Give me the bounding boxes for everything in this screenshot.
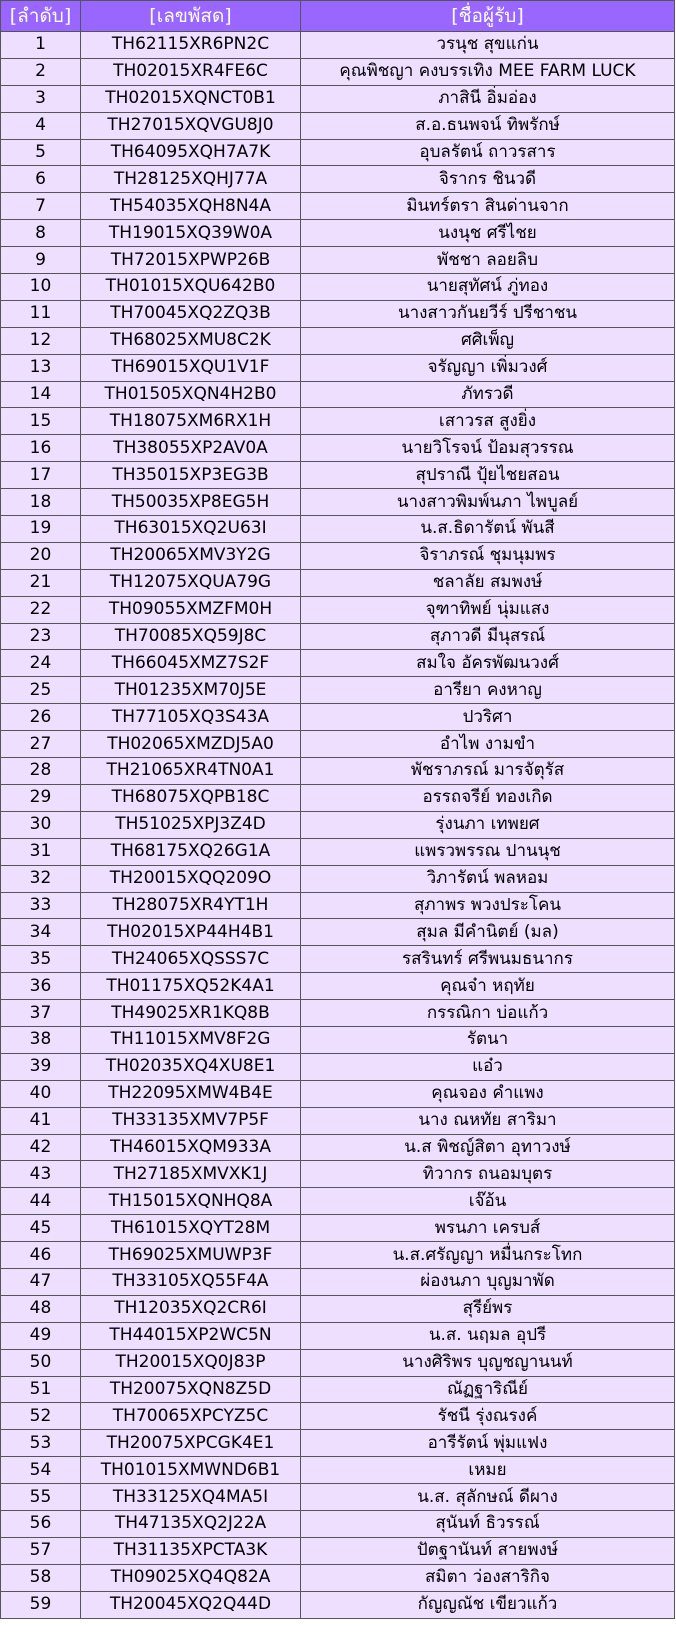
- recipient-name-cell: น.ส.ธิดารัตน์ พันสี: [301, 516, 675, 543]
- tracking-number-cell: TH33125XQ4MA5I: [81, 1484, 301, 1511]
- recipient-name-cell: พรนภา เครบส์: [301, 1215, 675, 1242]
- recipient-name-cell: มินทร์ตรา สินด่านจาก: [301, 193, 675, 220]
- recipient-name-cell: เหมย: [301, 1457, 675, 1484]
- recipient-name-cell: น.ส. สุลักษณ์ ดีผาง: [301, 1484, 675, 1511]
- recipient-name-cell: อรรถจรีย์ ทองเกิด: [301, 784, 675, 811]
- table-row: [1, 1295, 675, 1322]
- table-row: [1, 811, 675, 838]
- tracking-number-cell: TH68075XQPB18C: [81, 784, 301, 811]
- row-number-cell: 52: [1, 1403, 81, 1430]
- row-number-cell: 11: [1, 300, 81, 327]
- recipient-name-cell: กัญญณัช เขียวแก้ว: [301, 1591, 675, 1618]
- row-number-cell: 40: [1, 1080, 81, 1107]
- row-number-cell: 57: [1, 1537, 81, 1564]
- table-row: [1, 758, 675, 785]
- tracking-number-cell: TH28125XQHJ77A: [81, 166, 301, 193]
- tracking-number-cell: TH18075XM6RX1H: [81, 408, 301, 435]
- tracking-number-cell: TH47135XQ2J22A: [81, 1510, 301, 1537]
- tracking-number-cell: TH02015XR4FE6C: [81, 58, 301, 85]
- tracking-number-cell: TH33105XQ55F4A: [81, 1268, 301, 1295]
- row-number-cell: 38: [1, 1026, 81, 1053]
- tracking-number-cell: TH44015XP2WC5N: [81, 1322, 301, 1349]
- recipient-name-cell: สุภาพร พวงประโคน: [301, 892, 675, 919]
- tracking-number-cell: TH70065XPCYZ5C: [81, 1403, 301, 1430]
- table-row: [1, 58, 675, 85]
- recipient-name-cell: นงนุช ศรีไชย: [301, 220, 675, 247]
- tracking-number-cell: TH33135XMV7P5F: [81, 1107, 301, 1134]
- tracking-number-cell: TH69025XMUWP3F: [81, 1242, 301, 1269]
- tracking-number-cell: TH09055XMZFM0H: [81, 596, 301, 623]
- tracking-number-cell: TH20015XQQ209O: [81, 865, 301, 892]
- table-row: [1, 569, 675, 596]
- row-number-cell: 44: [1, 1188, 81, 1215]
- tracking-number-cell: TH64095XQH7A7K: [81, 139, 301, 166]
- tracking-number-cell: TH02015XQNCT0B1: [81, 85, 301, 112]
- table-row: [1, 596, 675, 623]
- recipient-name-cell: ปัตฐานันท์ สายพงษ์: [301, 1537, 675, 1564]
- table-row: [1, 542, 675, 569]
- tracking-number-cell: TH70045XQ2ZQ3B: [81, 300, 301, 327]
- row-number-cell: 39: [1, 1053, 81, 1080]
- table-row: [1, 1080, 675, 1107]
- row-number-cell: 54: [1, 1457, 81, 1484]
- table-row: [1, 650, 675, 677]
- recipient-name-cell: นางศิริพร บุญชญานนท์: [301, 1349, 675, 1376]
- tracking-number-cell: TH27185XMVXK1J: [81, 1161, 301, 1188]
- recipient-name-cell: ปวริศา: [301, 704, 675, 731]
- table-row: [1, 865, 675, 892]
- tracking-number-cell: TH38055XP2AV0A: [81, 435, 301, 462]
- table-row: [1, 1484, 675, 1511]
- tracking-number-cell: TH68025XMU8C2K: [81, 327, 301, 354]
- tracking-number-cell: TH20075XQN8Z5D: [81, 1376, 301, 1403]
- tracking-number-cell: TH01175XQ52K4A1: [81, 973, 301, 1000]
- row-number-cell: 15: [1, 408, 81, 435]
- table-row: [1, 1215, 675, 1242]
- table-row: [1, 193, 675, 220]
- table-row: [1, 516, 675, 543]
- table-row: [1, 220, 675, 247]
- table-row: [1, 1242, 675, 1269]
- recipient-name-cell: น.ส.ศรัญญา หมื่นกระโทก: [301, 1242, 675, 1269]
- recipient-name-cell: ชลาลัย สมพงษ์: [301, 569, 675, 596]
- tracking-number-cell: TH66045XMZ7S2F: [81, 650, 301, 677]
- row-number-cell: 28: [1, 758, 81, 785]
- recipient-name-cell: จรัญญา เพิ่มวงศ์: [301, 354, 675, 381]
- tracking-number-cell: TH31135XPCTA3K: [81, 1537, 301, 1564]
- tracking-number-cell: TH69015XQU1V1F: [81, 354, 301, 381]
- tracking-number-cell: TH70085XQ59J8C: [81, 623, 301, 650]
- recipient-name-cell: จิราภรณ์ ชุมนุมพร: [301, 542, 675, 569]
- row-number-cell: 9: [1, 247, 81, 274]
- recipient-name-cell: วิภารัตน์ พลหอม: [301, 865, 675, 892]
- recipient-name-cell: สุนันท์ ธิวรรณ์: [301, 1510, 675, 1537]
- recipient-name-cell: ณัฏฐาริณีย์: [301, 1376, 675, 1403]
- tracking-number-cell: TH09025XQ4Q82A: [81, 1564, 301, 1591]
- recipient-name-cell: ศศิเพ็ญ: [301, 327, 675, 354]
- recipient-name-cell: ภัทรวดี: [301, 381, 675, 408]
- tracking-number-cell: TH01015XMWND6B1: [81, 1457, 301, 1484]
- table-row: [1, 300, 675, 327]
- row-number-cell: 49: [1, 1322, 81, 1349]
- row-number-cell: 4: [1, 112, 81, 139]
- recipient-name-cell: อำไพ งามขำ: [301, 731, 675, 758]
- row-number-cell: 6: [1, 166, 81, 193]
- row-number-cell: 53: [1, 1430, 81, 1457]
- recipient-name-cell: อารีรัตน์ พุ่มแฟง: [301, 1430, 675, 1457]
- recipient-name-cell: น.ส. นฤมล อุปรี: [301, 1322, 675, 1349]
- recipient-name-cell: อารียา คงหาญ: [301, 677, 675, 704]
- recipient-name-cell: กรรณิกา บ่อแก้ว: [301, 1000, 675, 1027]
- tracking-number-cell: TH19015XQ39W0A: [81, 220, 301, 247]
- recipient-name-cell: จุฑาทิพย์ นุ่มแสง: [301, 596, 675, 623]
- row-number-cell: 34: [1, 919, 81, 946]
- table-row: [1, 623, 675, 650]
- row-number-cell: 32: [1, 865, 81, 892]
- tracking-number-cell: TH35015XP3EG3B: [81, 462, 301, 489]
- recipient-name-cell: นายสุทัศน์ ภู่ทอง: [301, 274, 675, 301]
- recipient-name-cell: คุณพิชญา คงบรรเทิง MEE FARM LUCK: [301, 58, 675, 85]
- recipient-name-cell: พัชชา ลอยลิบ: [301, 247, 675, 274]
- recipient-name-cell: รุ่งนภา เทพยศ: [301, 811, 675, 838]
- row-number-cell: 19: [1, 516, 81, 543]
- table-row: [1, 1026, 675, 1053]
- row-number-cell: 18: [1, 489, 81, 516]
- table-row: [1, 784, 675, 811]
- table-row: [1, 677, 675, 704]
- row-number-cell: 43: [1, 1161, 81, 1188]
- table-row: [1, 973, 675, 1000]
- row-number-cell: 26: [1, 704, 81, 731]
- tracking-number-cell: TH72015XPWP26B: [81, 247, 301, 274]
- row-number-cell: 41: [1, 1107, 81, 1134]
- recipient-name-cell: แพรวพรรณ ปานนุช: [301, 838, 675, 865]
- table-row: [1, 1430, 675, 1457]
- table-row: [1, 1188, 675, 1215]
- row-number-cell: 31: [1, 838, 81, 865]
- tracking-number-cell: TH21065XR4TN0A1: [81, 758, 301, 785]
- row-number-cell: 17: [1, 462, 81, 489]
- recipient-name-cell: สุภาวดี มีนุสรณ์: [301, 623, 675, 650]
- recipient-name-cell: ทิวากร ถนอมบุตร: [301, 1161, 675, 1188]
- row-number-cell: 35: [1, 946, 81, 973]
- row-number-cell: 51: [1, 1376, 81, 1403]
- table-row: [1, 1403, 675, 1430]
- table-row: [1, 139, 675, 166]
- table-row: [1, 1000, 675, 1027]
- table-row: [1, 1591, 675, 1618]
- row-number-cell: 29: [1, 784, 81, 811]
- recipient-name-cell: นางสาวกันยวีร์ ปรีชาชน: [301, 300, 675, 327]
- tracking-number-cell: TH28075XR4YT1H: [81, 892, 301, 919]
- header-seq: [ลำดับ]: [1, 1, 81, 32]
- tracking-number-cell: TH12035XQ2CR6I: [81, 1295, 301, 1322]
- tracking-number-cell: TH02015XP44H4B1: [81, 919, 301, 946]
- table-row: [1, 1053, 675, 1080]
- row-number-cell: 1: [1, 32, 81, 59]
- header-tracking: [เลขพัสด]: [81, 1, 301, 32]
- table-row: [1, 32, 675, 59]
- table-row: [1, 1107, 675, 1134]
- tracking-number-cell: TH20015XQ0J83P: [81, 1349, 301, 1376]
- table-row: [1, 1268, 675, 1295]
- tracking-number-cell: TH77105XQ3S43A: [81, 704, 301, 731]
- recipient-name-cell: สุมล มีคำนิตย์ (มล): [301, 919, 675, 946]
- recipient-name-cell: คุณจอง คำแพง: [301, 1080, 675, 1107]
- row-number-cell: 3: [1, 85, 81, 112]
- table-row: [1, 1510, 675, 1537]
- recipient-name-cell: รสรินทร์ ศรีพนมธนากร: [301, 946, 675, 973]
- tracking-number-cell: TH51025XPJ3Z4D: [81, 811, 301, 838]
- table-row: [1, 166, 675, 193]
- table-row: [1, 462, 675, 489]
- tracking-number-cell: TH27015XQVGU8J0: [81, 112, 301, 139]
- row-number-cell: 42: [1, 1134, 81, 1161]
- recipient-name-cell: เสาวรส สูงยิ่ง: [301, 408, 675, 435]
- table-row: [1, 489, 675, 516]
- table-row: [1, 892, 675, 919]
- row-number-cell: 8: [1, 220, 81, 247]
- tracking-number-cell: TH50035XP8EG5H: [81, 489, 301, 516]
- recipient-name-cell: ผ่องนภา บุญมาพัด: [301, 1268, 675, 1295]
- row-number-cell: 46: [1, 1242, 81, 1269]
- tracking-number-cell: TH20075XPCGK4E1: [81, 1430, 301, 1457]
- tracking-number-cell: TH68175XQ26G1A: [81, 838, 301, 865]
- recipient-name-cell: พัชราภรณ์ มารจัตุรัส: [301, 758, 675, 785]
- tracking-number-cell: TH11015XMV8F2G: [81, 1026, 301, 1053]
- table-row: [1, 1537, 675, 1564]
- row-number-cell: 20: [1, 542, 81, 569]
- recipient-name-cell: สุรีย์พร: [301, 1295, 675, 1322]
- table-row: [1, 838, 675, 865]
- table-row: [1, 1564, 675, 1591]
- table-row: [1, 435, 675, 462]
- header-row: [1, 1, 675, 32]
- table-row: [1, 1161, 675, 1188]
- tracking-number-cell: TH20045XQ2Q44D: [81, 1591, 301, 1618]
- tracking-number-cell: TH01015XQU642B0: [81, 274, 301, 301]
- row-number-cell: 21: [1, 569, 81, 596]
- table-row: [1, 408, 675, 435]
- recipient-name-cell: ภาสินี อิ่มอ่อง: [301, 85, 675, 112]
- tracking-number-cell: TH02065XMZDJ5A0: [81, 731, 301, 758]
- table-row: [1, 85, 675, 112]
- row-number-cell: 50: [1, 1349, 81, 1376]
- row-number-cell: 30: [1, 811, 81, 838]
- table-row: [1, 919, 675, 946]
- tracking-number-cell: TH61015XQYT28M: [81, 1215, 301, 1242]
- row-number-cell: 25: [1, 677, 81, 704]
- table-row: [1, 327, 675, 354]
- table-row: [1, 274, 675, 301]
- recipient-name-cell: แอ๋ว: [301, 1053, 675, 1080]
- table-row: [1, 1322, 675, 1349]
- table-row: [1, 704, 675, 731]
- row-number-cell: 22: [1, 596, 81, 623]
- tracking-number-cell: TH22095XMW4B4E: [81, 1080, 301, 1107]
- row-number-cell: 27: [1, 731, 81, 758]
- row-number-cell: 58: [1, 1564, 81, 1591]
- recipient-name-cell: นางสาวพิมพ์นภา ไพบูลย์: [301, 489, 675, 516]
- table-row: [1, 381, 675, 408]
- recipient-name-cell: รัชนี รุ่งณรงค์: [301, 1403, 675, 1430]
- tracking-number-cell: TH54035XQH8N4A: [81, 193, 301, 220]
- table-row: [1, 946, 675, 973]
- table-row: [1, 112, 675, 139]
- row-number-cell: 55: [1, 1484, 81, 1511]
- tracking-number-cell: TH02035XQ4XU8E1: [81, 1053, 301, 1080]
- tracking-number-cell: TH49025XR1KQ8B: [81, 1000, 301, 1027]
- row-number-cell: 7: [1, 193, 81, 220]
- row-number-cell: 56: [1, 1510, 81, 1537]
- row-number-cell: 45: [1, 1215, 81, 1242]
- table-row: [1, 1134, 675, 1161]
- recipient-name-cell: นายวิโรจน์ ป้อมสุวรรณ: [301, 435, 675, 462]
- table-row: [1, 731, 675, 758]
- recipient-name-cell: สมิตา ว่องสาริกิจ: [301, 1564, 675, 1591]
- row-number-cell: 14: [1, 381, 81, 408]
- row-number-cell: 37: [1, 1000, 81, 1027]
- row-number-cell: 33: [1, 892, 81, 919]
- row-number-cell: 23: [1, 623, 81, 650]
- tracking-number-cell: TH01235XM70J5E: [81, 677, 301, 704]
- row-number-cell: 47: [1, 1268, 81, 1295]
- tracking-number-cell: TH63015XQ2U63I: [81, 516, 301, 543]
- tracking-number-cell: TH20065XMV3Y2G: [81, 542, 301, 569]
- row-number-cell: 13: [1, 354, 81, 381]
- row-number-cell: 5: [1, 139, 81, 166]
- row-number-cell: 48: [1, 1295, 81, 1322]
- tracking-number-cell: TH01505XQN4H2B0: [81, 381, 301, 408]
- recipient-name-cell: วรนุช สุขแก่น: [301, 32, 675, 59]
- tracking-number-cell: TH24065XQSSS7C: [81, 946, 301, 973]
- table-row: [1, 1376, 675, 1403]
- tracking-number-cell: TH46015XQM933A: [81, 1134, 301, 1161]
- recipient-name-cell: ส.อ.ธนพจน์ ทิพรักษ์: [301, 112, 675, 139]
- row-number-cell: 2: [1, 58, 81, 85]
- recipient-name-cell: น.ส พิชญ์สิตา อุทาวงษ์: [301, 1134, 675, 1161]
- tracking-number-cell: TH12075XQUA79G: [81, 569, 301, 596]
- row-number-cell: 12: [1, 327, 81, 354]
- recipient-name-cell: สุปราณี ปุ้ยไชยสอน: [301, 462, 675, 489]
- table-row: [1, 247, 675, 274]
- row-number-cell: 10: [1, 274, 81, 301]
- tracking-number-cell: TH62115XR6PN2C: [81, 32, 301, 59]
- table-row: [1, 1457, 675, 1484]
- table-row: [1, 354, 675, 381]
- recipient-name-cell: อุบลรัตน์ ถาวรสาร: [301, 139, 675, 166]
- row-number-cell: 24: [1, 650, 81, 677]
- table-row: [1, 1349, 675, 1376]
- recipient-name-cell: จิรากร ชินวดี: [301, 166, 675, 193]
- recipient-name-cell: นาง ณหทัย สาริมา: [301, 1107, 675, 1134]
- recipient-name-cell: สมใจ อัครพัฒนวงศ์: [301, 650, 675, 677]
- recipient-name-cell: รัตนา: [301, 1026, 675, 1053]
- row-number-cell: 16: [1, 435, 81, 462]
- tracking-number-cell: TH15015XQNHQ8A: [81, 1188, 301, 1215]
- header-recipient: [ชื่อผู้รับ]: [301, 1, 675, 32]
- recipient-name-cell: คุณจ๋า หฤทัย: [301, 973, 675, 1000]
- recipient-name-cell: เจ๊อ้น: [301, 1188, 675, 1215]
- row-number-cell: 36: [1, 973, 81, 1000]
- row-number-cell: 59: [1, 1591, 81, 1618]
- table-body: [1, 32, 675, 1619]
